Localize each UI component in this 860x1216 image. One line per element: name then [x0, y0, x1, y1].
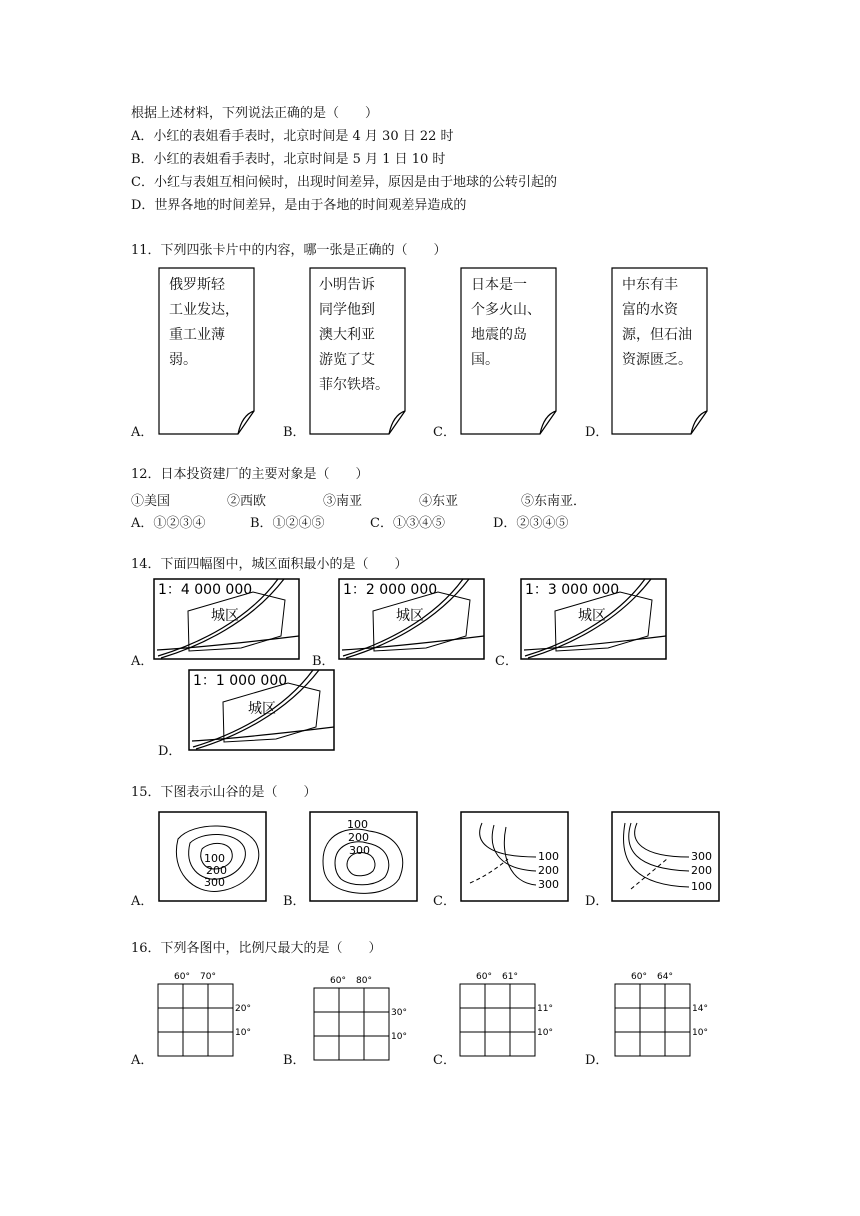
lat-label: 20° — [235, 1004, 251, 1014]
card-line: 菲尔铁塔。 — [319, 377, 389, 393]
lon-label: 61° — [502, 972, 518, 982]
contour-label: 200 — [538, 864, 559, 877]
q14-label-c: C． — [495, 654, 518, 669]
card-line: 同学他到 — [319, 302, 375, 318]
lon-label: 60° — [631, 972, 647, 982]
card-line: 源，但石油 — [622, 327, 692, 343]
q12-option-b: B．①②④⑤ — [250, 516, 325, 531]
lon-label: 60° — [330, 976, 346, 986]
contour-label: 200 — [348, 831, 369, 844]
q15-contour-c — [460, 811, 570, 903]
contour-label: 300 — [204, 876, 225, 889]
q12-item-4: ④东亚 — [419, 494, 459, 509]
q14-map-b — [338, 578, 486, 661]
q11-label-a: A． — [131, 425, 154, 440]
city-label: 城区 — [396, 608, 424, 624]
lon-label: 70° — [200, 972, 216, 982]
contour-label: 200 — [691, 864, 712, 877]
q14-stem: 14．下面四幅图中，城区面积最小的是（ ） — [131, 557, 408, 572]
lat-lon-grid — [615, 984, 690, 1056]
contour-label: 100 — [691, 880, 712, 893]
lon-label: 64° — [657, 972, 673, 982]
q12-option-a: A．①②③④ — [131, 516, 206, 531]
q15-label-d: D． — [585, 894, 609, 909]
q10-stem: 根据上述材料，下列说法正确的是（ ） — [131, 106, 379, 121]
q16-label-b: B． — [283, 1053, 306, 1068]
card-line: 澳大利亚 — [319, 327, 375, 343]
contour-label: 300 — [349, 844, 370, 857]
q14-label-b: B． — [312, 654, 335, 669]
lon-label: 60° — [476, 972, 492, 982]
card-line: 俄罗斯轻 — [169, 277, 225, 293]
q11-card-c — [460, 267, 558, 437]
q11-card-d — [611, 267, 709, 437]
card-line: 富的水资 — [622, 302, 678, 318]
lat-label: 10° — [537, 1028, 553, 1038]
lat-label: 30° — [391, 1008, 407, 1018]
q16-grid-c — [452, 966, 562, 1062]
q14-map-d — [188, 669, 336, 752]
contour-label: 100 — [204, 852, 225, 865]
contour-label: 100 — [347, 818, 368, 831]
q11-card-b — [309, 267, 407, 437]
map-scale: 1：3 000 000 — [525, 582, 620, 598]
city-label: 城区 — [211, 608, 239, 624]
q11-label-c: C． — [433, 425, 456, 440]
card-line: 游览了艾 — [319, 352, 375, 368]
q15-stem: 15．下图表示山谷的是（ ） — [131, 785, 317, 800]
card-line: 小明告诉 — [319, 277, 375, 293]
q10-option-c: C．小红与表姐互相问候时，出现时间差异，原因是由于地球的公转引起的 — [131, 175, 557, 190]
q16-grid-a — [150, 966, 260, 1062]
card-line: 弱。 — [169, 352, 197, 368]
lat-label: 10° — [235, 1028, 251, 1038]
q14-label-a: A． — [131, 654, 154, 669]
lon-label: 80° — [356, 976, 372, 986]
q11-card-a — [158, 267, 256, 437]
lat-lon-grid — [460, 984, 535, 1056]
contour-label: 200 — [206, 864, 227, 877]
card-line: 中东有丰 — [622, 277, 678, 293]
q16-label-d: D． — [585, 1053, 609, 1068]
q11-stem: 11．下列四张卡片中的内容，哪一张是正确的（ ） — [131, 243, 447, 258]
q10-option-a: A．小红的表姐看手表时，北京时间是 4 月 30 日 22 时 — [131, 129, 454, 144]
contour-label: 300 — [538, 878, 559, 891]
q15-contour-a — [158, 811, 268, 903]
q14-label-d: D． — [158, 744, 182, 759]
q12-item-5: ⑤东南亚． — [521, 494, 587, 509]
contour-label: 100 — [538, 850, 559, 863]
q12-option-c: C．①③④⑤ — [370, 516, 445, 531]
card-line: 地震的岛 — [471, 327, 527, 343]
q12-item-2: ②西欧 — [227, 494, 267, 509]
card-line: 个多火山、 — [471, 302, 541, 318]
q16-label-a: A． — [131, 1053, 154, 1068]
q12-stem: 12．日本投资建厂的主要对象是（ ） — [131, 467, 369, 482]
q14-map-a — [153, 578, 301, 661]
map-scale: 1：4 000 000 — [158, 582, 253, 598]
q10-option-d: D．世界各地的时间差异，是由于各地的时间观差异造成的 — [131, 198, 467, 213]
card-line: 重工业薄 — [169, 327, 225, 343]
q10-option-b: B．小红的表姐看手表时，北京时间是 5 月 1 日 10 时 — [131, 152, 446, 167]
q16-label-c: C． — [433, 1053, 456, 1068]
map-scale: 1：1 000 000 — [193, 673, 288, 689]
q12-option-d: D．②③④⑤ — [493, 516, 569, 531]
q12-item-1: ①美国 — [131, 494, 171, 509]
q12-item-3: ③南亚 — [323, 494, 363, 509]
card-line: 日本是一 — [471, 277, 527, 293]
lat-label: 10° — [391, 1032, 407, 1042]
city-label: 城区 — [578, 608, 606, 624]
lat-label: 11° — [537, 1004, 553, 1014]
q16-grid-d — [607, 966, 717, 1062]
city-label: 城区 — [248, 701, 276, 717]
lat-lon-grid — [314, 988, 389, 1060]
card-line: 工业发达， — [169, 302, 239, 318]
card-line: 国。 — [471, 352, 499, 368]
contour-label: 300 — [691, 850, 712, 863]
lat-label: 14° — [692, 1004, 708, 1014]
q15-contour-b — [309, 811, 419, 903]
q16-stem: 16．下列各图中，比例尺最大的是（ ） — [131, 941, 382, 956]
map-scale: 1：2 000 000 — [343, 582, 438, 598]
q15-label-a: A． — [131, 894, 154, 909]
lat-label: 10° — [692, 1028, 708, 1038]
q15-contour-d — [611, 811, 721, 903]
lat-lon-grid — [158, 984, 233, 1056]
q16-grid-b — [306, 970, 416, 1066]
card-line: 资源匮乏。 — [622, 352, 692, 368]
q15-label-c: C． — [433, 894, 456, 909]
q15-label-b: B． — [283, 894, 306, 909]
lon-label: 60° — [174, 972, 190, 982]
q14-map-c — [520, 578, 668, 661]
q11-label-b: B． — [283, 425, 306, 440]
q11-label-d: D． — [585, 425, 609, 440]
